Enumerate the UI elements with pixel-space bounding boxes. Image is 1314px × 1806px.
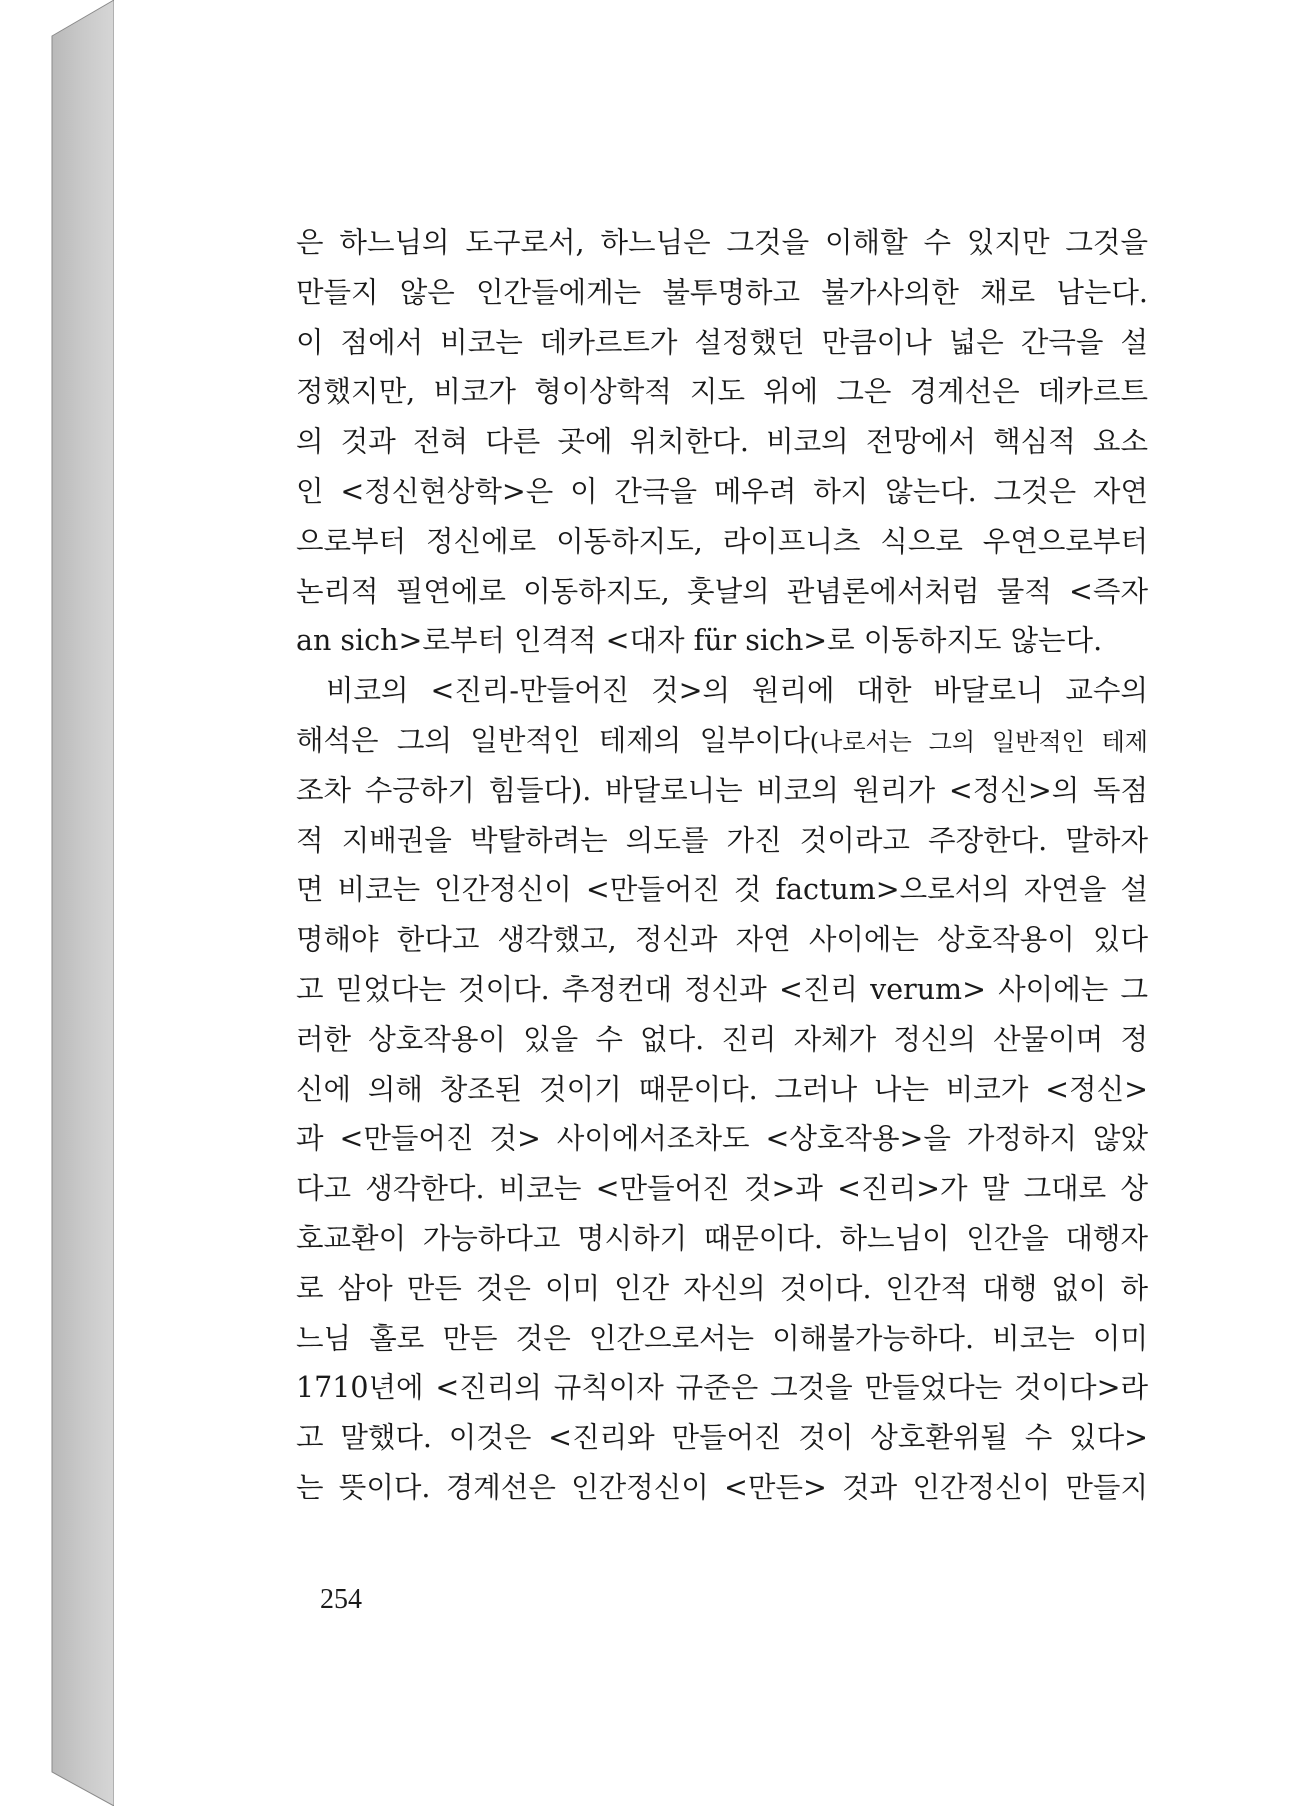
text-line: 는 뜻이다. 경계선은 인간정신이 <만든> 것과 인간정신이 만들지 [296, 1470, 1148, 1504]
text-line: 으로부터 정신에로 이동하지도, 라이프니츠 식으로 우연으로부터 [296, 524, 1148, 558]
text-line: 정했지만, 비코가 형이상학적 지도 위에 그은 경계선은 데카르트 [296, 375, 1148, 409]
text-segment: 해석은 그의 일반적인 테제의 일부이다 [296, 723, 810, 757]
text-line: 적 지배권을 박탈하려는 의도를 가진 것이라고 주장한다. 말하자 [296, 823, 1148, 857]
text-line: 과 <만들어진 것> 사이에서조차도 <상호작용>을 가정하지 않았 [296, 1122, 1148, 1156]
text-line: 고 말했다. 이것은 <진리와 만들어진 것이 상호환위될 수 있다> [296, 1421, 1148, 1455]
text-line: 신에 의해 창조된 것이기 때문이다. 그러나 나는 비코가 <정신> [296, 1072, 1148, 1106]
text-line: 러한 상호작용이 있을 수 없다. 진리 자체가 정신의 산물이며 정 [296, 1022, 1148, 1056]
text-line: 비코의 <진리-만들어진 것>의 원리에 대한 바달로니 교수의 [326, 674, 1148, 708]
text-line: 고 믿었다는 것이다. 추정컨대 정신과 <진리 verum> 사이에는 그 [296, 972, 1148, 1006]
parenthetical-note: (나로서는 그의 일반적인 테제 [809, 727, 1148, 756]
text-line: 이 점에서 비코는 데카르트가 설정했던 만큼이나 넓은 간극을 설 [296, 325, 1148, 359]
text-line: 인 <정신현상학>은 이 간극을 메우려 하지 않는다. 그것은 자연 [296, 474, 1148, 508]
text-line [296, 716, 1148, 766]
text-line: 느님 홀로 만든 것은 인간으로서는 이해불가능하다. 비코는 이미 [296, 1321, 1148, 1355]
page-text [296, 218, 1148, 1513]
text-line: 1710년에 <진리의 규칙이자 규준은 그것을 만들었다는 것이다>라 [296, 1371, 1148, 1405]
text-line: 만들지 않은 인간들에게는 불투명하고 불가사의한 채로 남는다. [296, 275, 1148, 309]
text-line: 로 삼아 만든 것은 이미 인간 자신의 것이다. 인간적 대행 없이 하 [296, 1271, 1148, 1305]
paragraph-1 [296, 218, 1148, 666]
text-line: 조차 수긍하기 힘들다). 바달로니는 비코의 원리가 <정신>의 독점 [296, 773, 1148, 807]
text-line: 면 비코는 인간정신이 <만들어진 것 factum>으로서의 자연을 설 [296, 873, 1148, 907]
text-line: 호교환이 가능하다고 명시하기 때문이다. 하느님이 인간을 대행자 [296, 1221, 1148, 1255]
page-number: 254 [320, 1584, 362, 1615]
text-line: 의 것과 전혀 다른 곳에 위치한다. 비코의 전망에서 핵심적 요소 [296, 425, 1148, 459]
paragraph-2 [296, 666, 1148, 1513]
text-line: 은 하느님의 도구로서, 하느님은 그것을 이해할 수 있지만 그것을 [296, 226, 1148, 259]
text-line: 다고 생각한다. 비코는 <만들어진 것>과 <진리>가 말 그대로 상 [296, 1172, 1148, 1206]
text-line: 명해야 한다고 생각했고, 정신과 자연 사이에는 상호작용이 있다 [296, 923, 1148, 957]
text-line: 논리적 필연에로 이동하지도, 훗날의 관념론에서처럼 물적 <즉자 [296, 574, 1148, 608]
text-line: an sich>로부터 인격적 <대자 für sich>로 이동하지도 않는다. [296, 624, 1103, 658]
